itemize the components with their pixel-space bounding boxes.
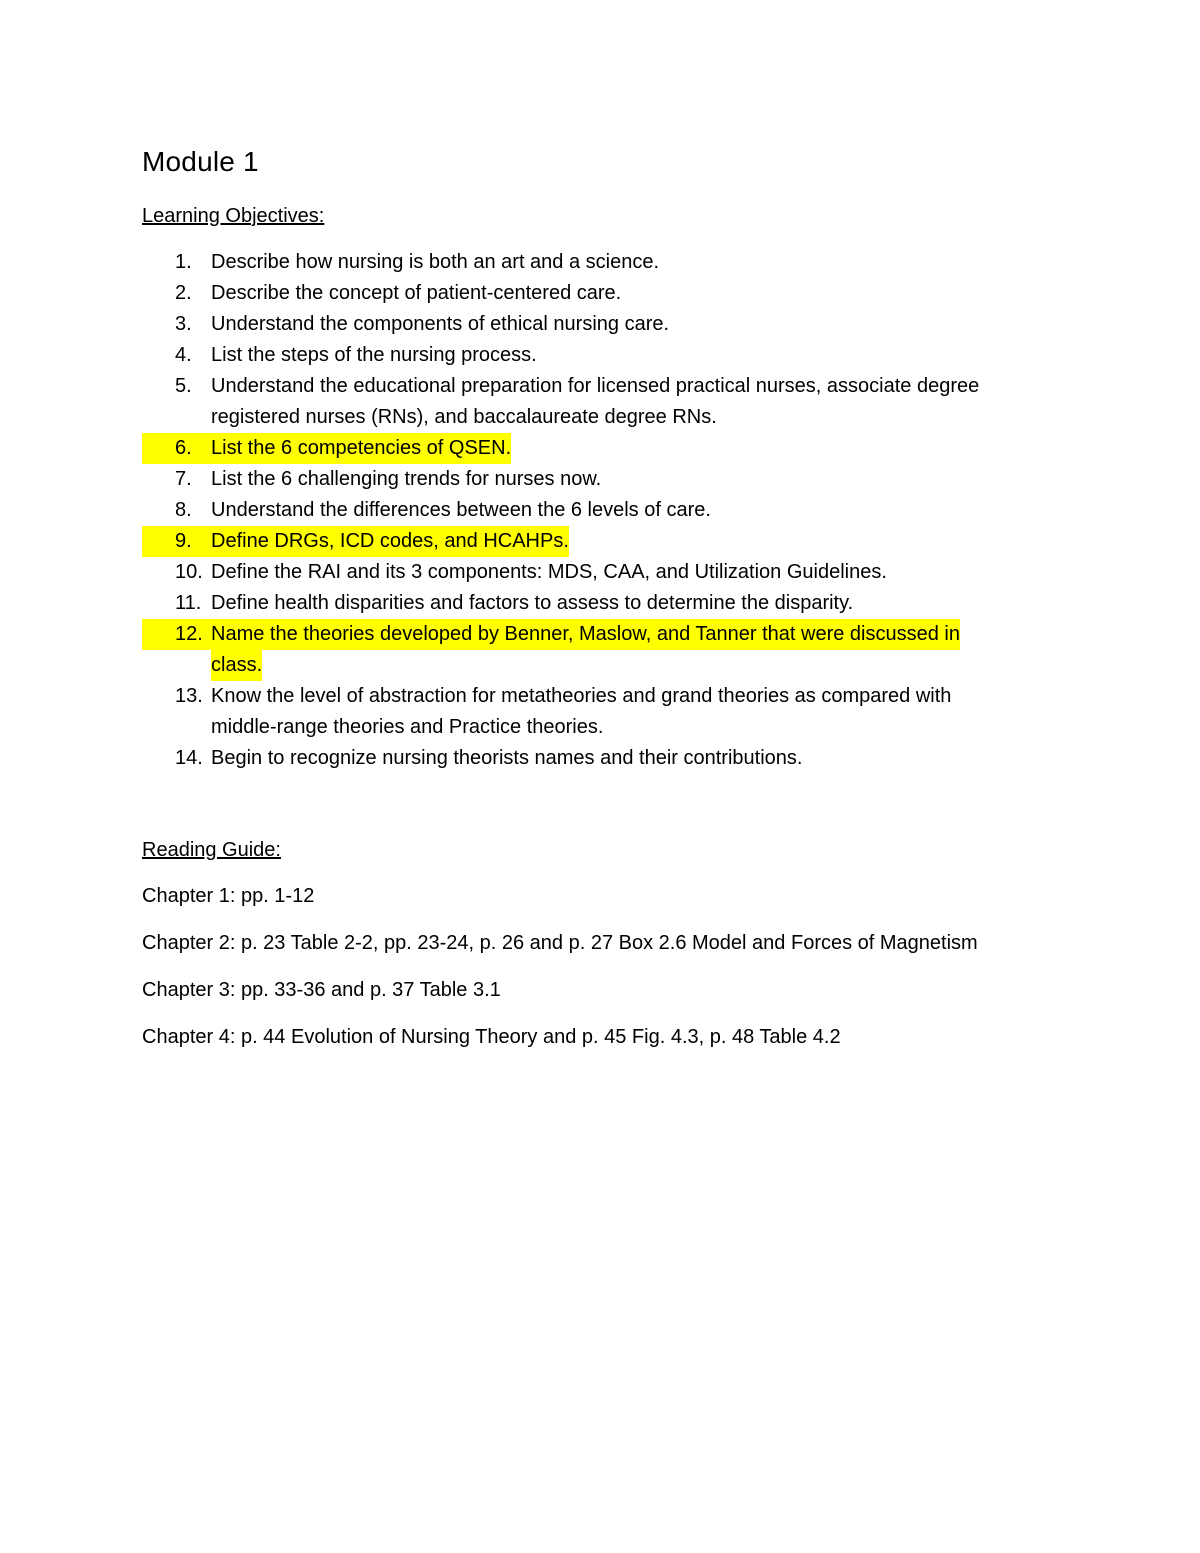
objective-text: List the 6 challenging trends for nurses now. bbox=[211, 468, 602, 490]
objective-number: 13. bbox=[175, 685, 203, 707]
objective-text: Understand the components of ethical nursing care. bbox=[211, 313, 670, 335]
objective-text: Understand the educational preparation for licensed practical nurses, associate degree bbox=[211, 375, 980, 397]
objective-item bbox=[142, 743, 1142, 774]
objective-number: 1. bbox=[175, 251, 192, 273]
objective-item bbox=[142, 340, 1142, 371]
objective-text: Define the RAI and its 3 components: MDS, CAA, and Utilization Guidelines. bbox=[211, 561, 887, 583]
reading-guide-list bbox=[142, 883, 978, 1071]
objective-number bbox=[142, 402, 211, 433]
objective-text: List the 6 competencies of QSEN. bbox=[211, 433, 511, 464]
objective-item bbox=[142, 557, 1142, 588]
objective-number bbox=[142, 650, 211, 681]
learning-objectives-list bbox=[142, 247, 1142, 774]
objective-item-continuation bbox=[142, 650, 1142, 681]
objective-text: class. bbox=[211, 650, 262, 681]
objective-item-continuation bbox=[142, 712, 1142, 743]
objective-text: Name the theories developed by Benner, Maslow, and Tanner that were discussed in bbox=[211, 619, 960, 650]
objective-number: 10. bbox=[175, 561, 203, 583]
objective-number: 11. bbox=[175, 592, 202, 614]
objective-item bbox=[142, 526, 1142, 557]
objective-number: 5. bbox=[175, 375, 192, 397]
objective-item bbox=[142, 464, 1142, 495]
objective-text: Begin to recognize nursing theorists names and their contributions. bbox=[211, 747, 803, 769]
objective-text: registered nurses (RNs), and baccalaureate degree RNs. bbox=[211, 406, 717, 428]
objective-item-continuation bbox=[142, 402, 1142, 433]
objective-number bbox=[142, 712, 211, 743]
objective-item bbox=[142, 247, 1142, 278]
objective-item bbox=[142, 278, 1142, 309]
objective-number: 2. bbox=[175, 282, 192, 304]
objective-text: Know the level of abstraction for metatheories and grand theories as compared with bbox=[211, 685, 952, 707]
objective-item bbox=[142, 681, 1142, 712]
objective-item bbox=[142, 371, 1142, 402]
objective-number: 7. bbox=[175, 468, 192, 490]
objective-number: 8. bbox=[175, 499, 192, 521]
reading-guide-item: Chapter 1: pp. 1-12 bbox=[142, 885, 315, 907]
reading-guide-item: Chapter 2: p. 23 Table 2-2, pp. 23-24, p. 26 and p. 27 Box 2.6 Model and Forces of Magnetism bbox=[142, 932, 978, 954]
objective-text: Describe the concept of patient-centered care. bbox=[211, 282, 622, 304]
objective-text: List the steps of the nursing process. bbox=[211, 344, 537, 366]
reading-guide-item: Chapter 4: p. 44 Evolution of Nursing Theory and p. 45 Fig. 4.3, p. 48 Table 4.2 bbox=[142, 1026, 841, 1048]
objective-number: 9. bbox=[142, 526, 211, 557]
reading-guide-item: Chapter 3: pp. 33-36 and p. 37 Table 3.1 bbox=[142, 979, 501, 1001]
objective-number: 6. bbox=[142, 433, 211, 464]
objective-text: Understand the differences between the 6 levels of care. bbox=[211, 499, 711, 521]
objective-number: 4. bbox=[175, 344, 192, 366]
objective-text: middle-range theories and Practice theories. bbox=[211, 716, 604, 738]
objective-item bbox=[142, 588, 1142, 619]
objective-number: 14. bbox=[175, 747, 203, 769]
objective-item bbox=[142, 619, 1142, 650]
reading-guide-heading: Reading Guide: bbox=[142, 839, 281, 861]
learning-objectives-heading: Learning Objectives: bbox=[142, 205, 325, 227]
objective-text: Define health disparities and factors to assess to determine the disparity. bbox=[211, 592, 854, 614]
objective-number: 3. bbox=[175, 313, 192, 335]
objective-item bbox=[142, 309, 1142, 340]
objective-text: Describe how nursing is both an art and a science. bbox=[211, 251, 660, 273]
objective-item bbox=[142, 495, 1142, 526]
objective-item bbox=[142, 433, 1142, 464]
page-title: Module 1 bbox=[142, 146, 259, 177]
objective-text: Define DRGs, ICD codes, and HCAHPs. bbox=[211, 526, 569, 557]
objective-number: 12. bbox=[142, 619, 211, 650]
